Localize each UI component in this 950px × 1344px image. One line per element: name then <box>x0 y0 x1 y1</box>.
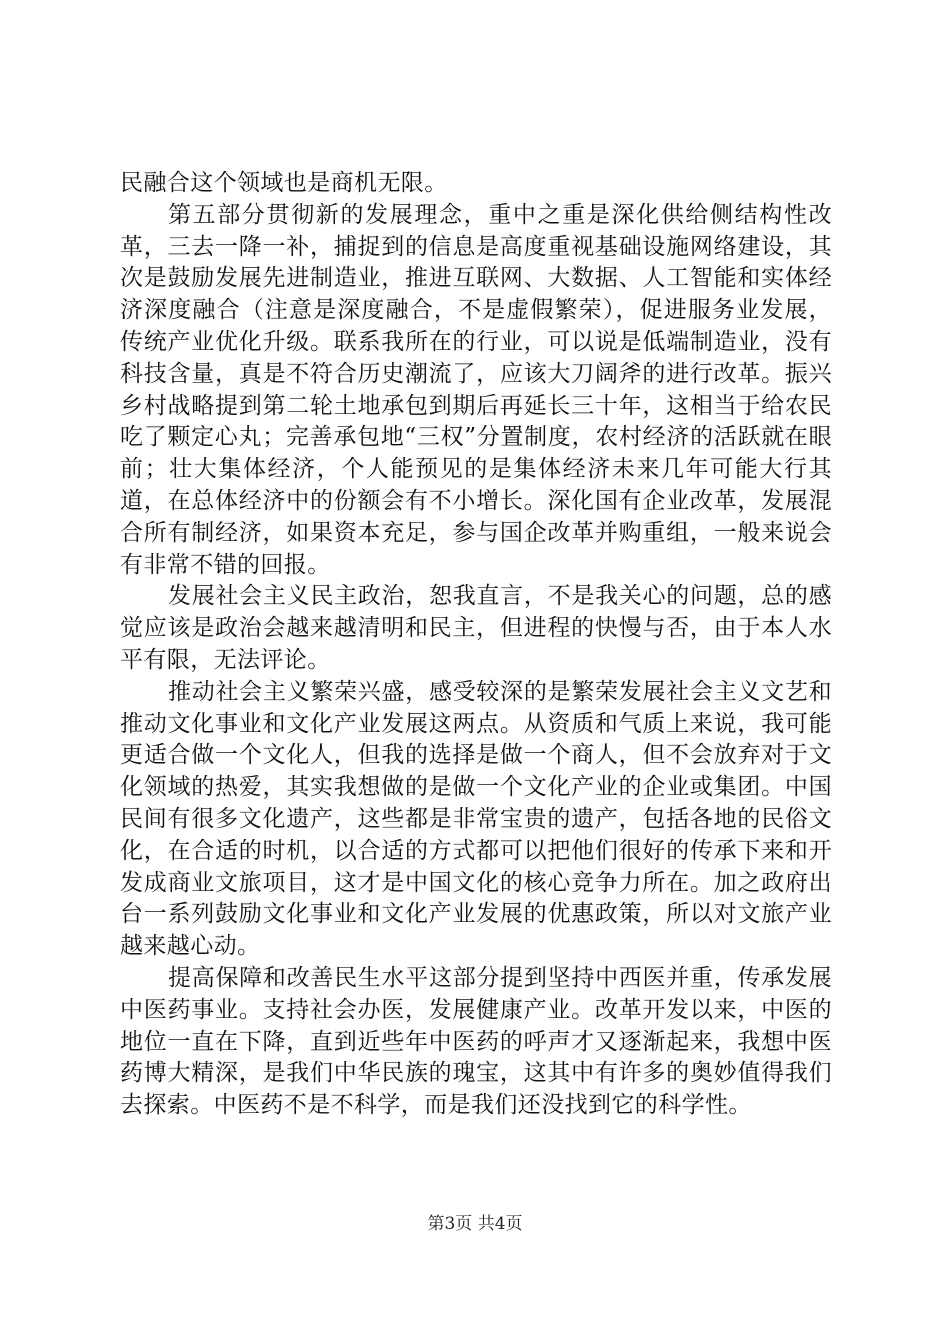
paragraph-3: 发展社会主义民主政治，恕我直言，不是我关心的问题，总的感觉应该是政治会越来越清明和民主，但进程的快慢与否，由于本人水平有限，无法评论。 <box>120 583 832 673</box>
paragraph-4: 推动社会主义繁荣兴盛，感受较深的是繁荣发展社会主义文艺和推动文化事业和文化产业发展这两点。从资质和气质上来说，我可能更适合做一个文化人，但我的选择是做一个商人，但不会放弃对于文化领域的热爱，其实我想做的是做一个文化产业的企业或集团。中国民间有很多文化遗产，这些都是非常宝贵的遗产，包括各地的民俗文化，在合适的时机，以合适的方式都可以把他们很好的传承下来和开发成商业文旅项目，这才是中国文化的核心竞争力所在。加之政府出台一系列鼓励文化事业和文化产业发展的优惠政策，所以对文旅产业越来越心动。 <box>120 678 832 960</box>
page-footer: 第3页 共4页 <box>427 1214 523 1234</box>
body-text <box>120 168 832 1122</box>
paragraph-2: 第五部分贯彻新的发展理念，重中之重是深化供给侧结构性改革，三去一降一补，捕捉到的信息是高度重视基础设施网络建设，其次是鼓励发展先进制造业，推进互联网、大数据、人工智能和实体经济深度融合（注意是深度融合，不是虚假繁荣），促进服务业发展，传统产业优化升级。联系我所在的行业，可以说是低端制造业，没有科技含量，真是不符合历史潮流了，应该大刀阔斧的进行改革。振兴乡村战略提到第二轮土地承包到期后再延长三十年，这相当于给农民吃了颗定心丸；完善承包地“三权”分置制度，农村经济的活跃就在眼前；壮大集体经济，个人能预见的是集体经济未来几年可能大行其道，在总体经济中的份额会有不小增长。深化国有企业改革，发展混合所有制经济，如果资本充足，参与国企改革并购重组，一般来说会有非常不错的回报。 <box>120 201 832 578</box>
paragraph-1: 民融合这个领域也是商机无限。 <box>120 170 448 196</box>
paragraph-5: 提高保障和改善民生水平这部分提到坚持中西医并重，传承发展中医药事业。支持社会办医，发展健康产业。改革开发以来，中医的地位一直在下降，直到近些年中医药的呼声才又逐渐起来，我想中医药博大精深，是我们中华民族的瑰宝，这其中有许多的奥妙值得我们去探索。中医药不是不科学，而是我们还没找到它的科学性。 <box>120 964 832 1119</box>
